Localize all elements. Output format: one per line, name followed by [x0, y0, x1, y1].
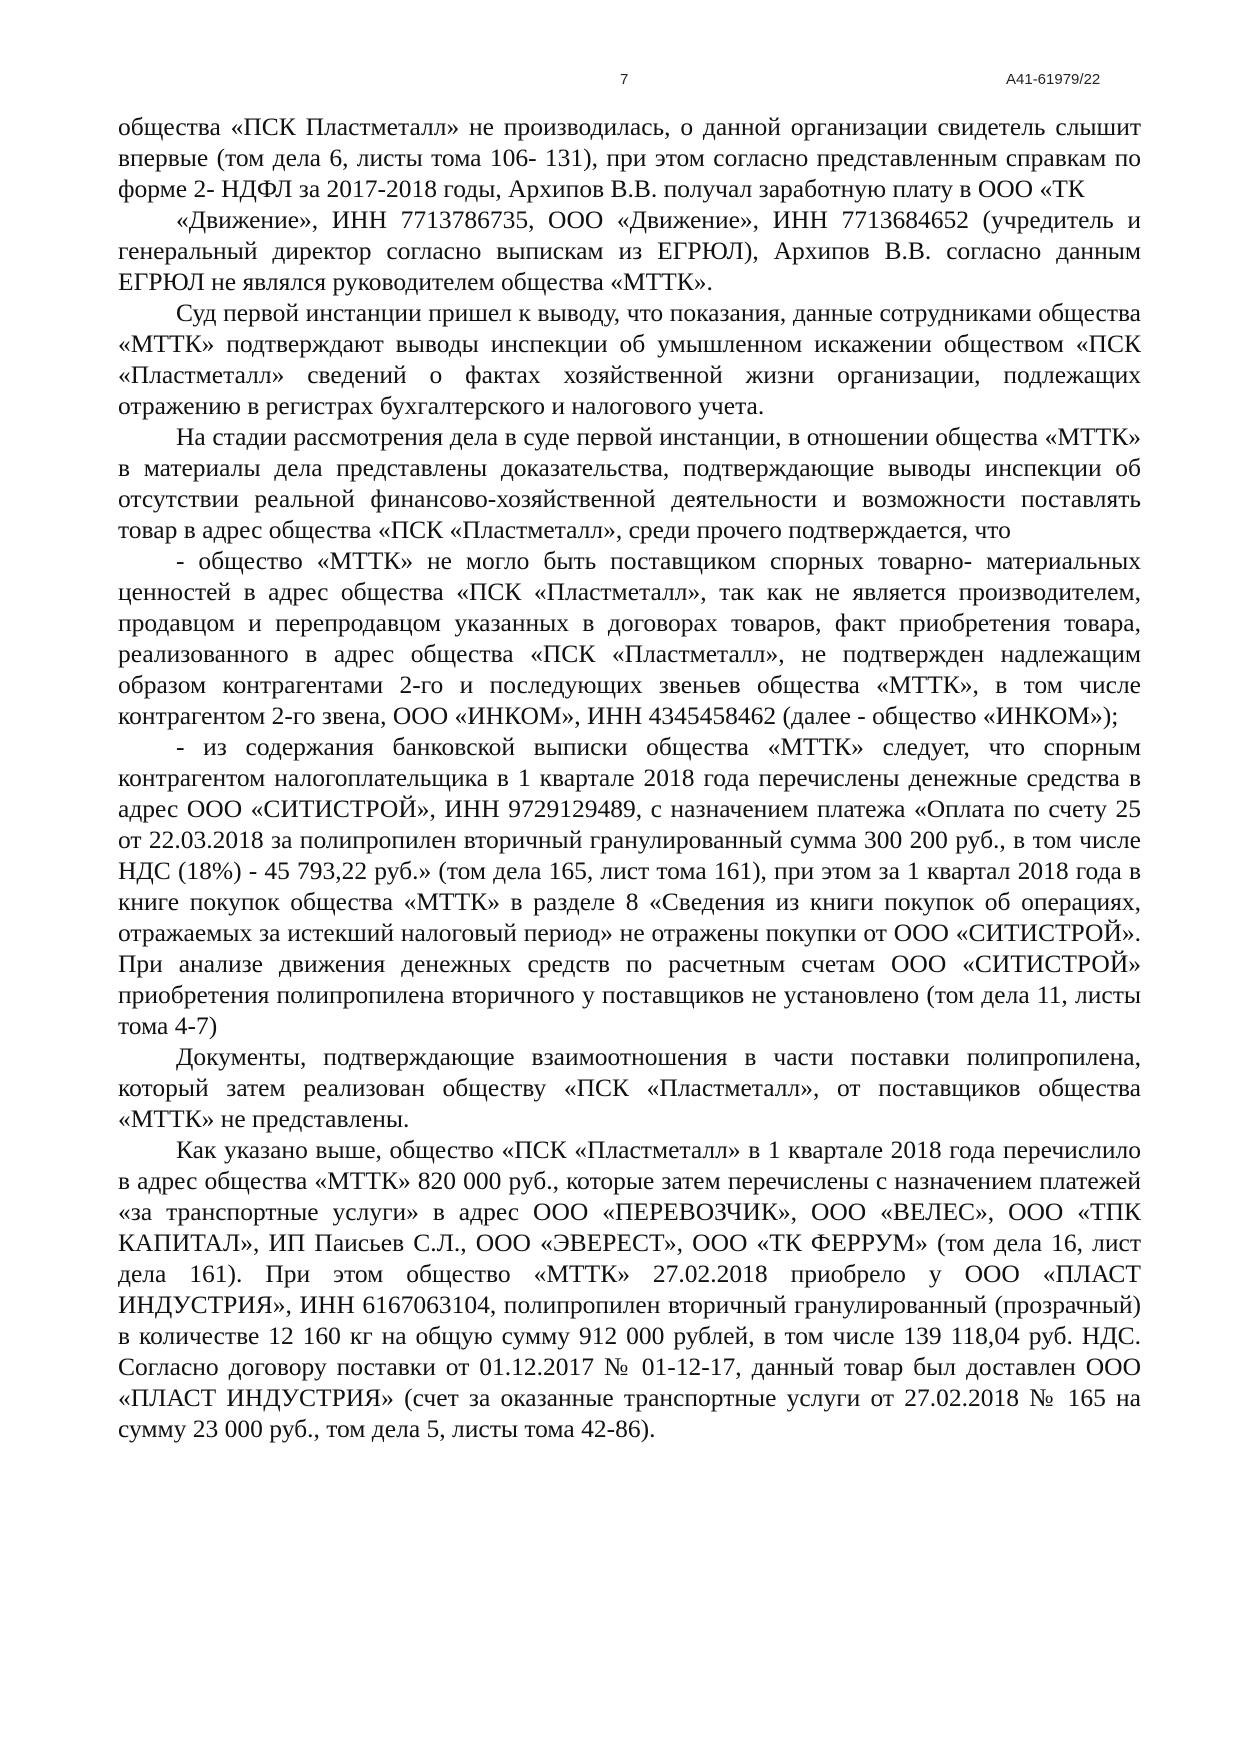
paragraph-3: Суд первой инстанции пришел к выводу, что показания, данные сотрудниками общества «МТТК» подтверждают выводы инспекции об умышленном искажении обществом «ПСК «Пластметалл» сведений о фактах хозяйственной жизни организации, подлежащих отражению в регистрах бухгалтерского и налогового учета.: [118, 298, 1141, 420]
bullet-item-2: - из содержания банковской выписки общества «МТТК» следует, что спорным контрагентом налогоплательщика в 1 квартале 2018 года перечислены денежные средства в адрес ООО «СИТИСТРОЙ», ИНН 9729129489, с назначением платежа «Оплата по счету 25 от 22.03.2018 за полипропилен вторичный гранулированный сумма 300 200 руб., в том числе НДС (18%) - 45 793,22 руб.» (том дела 165, лист тома 161), при этом за 1 квартал 2018 года в книге покупок общества «МТТК» в разделе 8 «Сведения из книги покупок об операциях, отражаемых за истекший налоговый период» не отражены покупки от ООО «СИТИСТРОЙ». При анализе движения денежных средств по расчетным счетам ООО «СИТИСТРОЙ» приобретения полипропилена вторичного у поставщиков не установлено (том дела 11, листы тома 4-7): [118, 732, 1141, 1040]
paragraph-5: Документы, подтверждающие взаимоотношения в части поставки полипропилена, который затем реализован обществу «ПСК «Пластметалл», от поставщиков общества «МТТК» не представлены.: [118, 1042, 1141, 1133]
document-body: [118, 111, 1141, 1444]
case-number: А41-61979/22: [1006, 71, 1101, 88]
paragraph-4: На стадии рассмотрения дела в суде первой инстанции, в отношении общества «МТТК» в материалы дела представлены доказательства, подтверждающие выводы инспекции об отсутствии реальной финансово-хозяйственной деятельности и возможности поставлять товар в адрес общества «ПСК «Пластметалл», среди прочего подтверждается, что: [118, 422, 1141, 544]
paragraph-1: общества «ПСК Пластметалл» не производилась, о данной организации свидетель слышит впервые (том дела 6, листы тома 106- 131), при этом согласно представленным справкам по форме 2- НДФЛ за 2017-2018 годы, Архипов В.В. получал заработную плату в ООО «ТК: [118, 112, 1141, 203]
paragraph-6: Как указано выше, общество «ПСК «Пластметалл» в 1 квартале 2018 года перечислило в адрес общества «МТТК» 820 000 руб., которые затем перечислены с назначением платежей «за транспортные услуги» в адрес ООО «ПЕРЕВОЗЧИК», ООО «ВЕЛЕС», ООО «ТПК КАПИТАЛ», ИП Паисьев С.Л., ООО «ЭВЕРЕСТ», ООО «ТК ФЕРРУМ» (том дела 16, лист дела 161). При этом общество «МТТК» 27.02.2018 приобрело у ООО «ПЛАСТ ИНДУСТРИЯ», ИНН 6167063104, полипропилен вторичный гранулированный (прозрачный) в количестве 12 160 кг на общую сумму 912 000 рублей, в том числе 139 118,04 руб. НДС. Согласно договору поставки от 01.12.2017 № 01-12-17, данный товар был доставлен ООО «ПЛАСТ ИНДУСТРИЯ» (счет за оказанные транспортные услуги от 27.02.2018 № 165 на сумму 23 000 руб., том дела 5, листы тома 42-86).: [118, 1135, 1141, 1443]
bullet-item-1: - общество «МТТК» не могло быть поставщиком спорных товарно- материальных ценностей в адрес общества «ПСК «Пластметалл», так как не является производителем, продавцом и перепродавцом указанных в договорах товаров, факт приобретения товара, реализованного в адрес общества «ПСК «Пластметалл», не подтвержден надлежащим образом контрагентами 2-го и последующих звеньев общества «МТТК», в том числе контрагентом 2-го звена, ООО «ИНКОМ», ИНН 4345458462 (далее - общество «ИНКОМ»);: [118, 546, 1141, 730]
page-number: 7: [620, 71, 629, 88]
paragraph-2: «Движение», ИНН 7713786735, ООО «Движение», ИНН 7713684652 (учредитель и генеральный директор согласно выпискам из ЕГРЮЛ), Архипов В.В. согласно данным ЕГРЮЛ не являлся руководителем общества «МТТК».: [118, 205, 1141, 296]
